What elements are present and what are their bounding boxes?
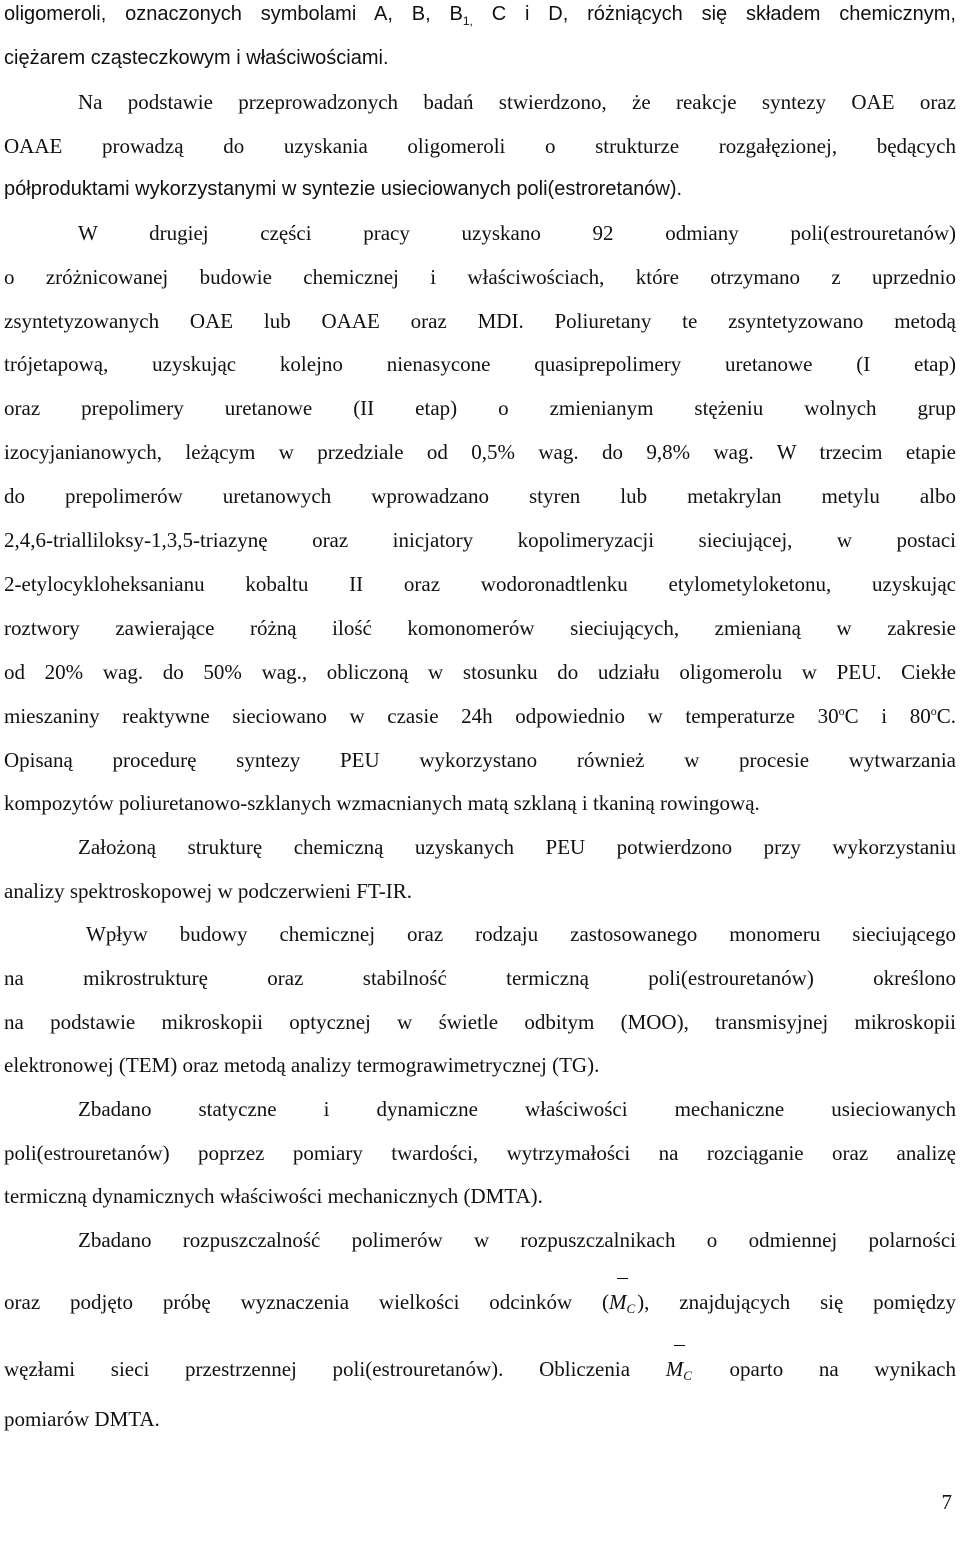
text-line: W drugiej części pracy uzyskano 92 odmiany poli(estrouretanów) [78, 221, 956, 245]
mc-symbol: $M_C$ [666, 1357, 694, 1381]
text-line: do prepolimerów uretanowych wprowadzano styren lub metakrylan metylu albo [4, 484, 956, 508]
text-line: izocyjanianowych, leżącym w przedziale od 0,5% wag. do 9,8% wag. W trzecim etapie [4, 440, 956, 464]
text-line: zsyntetyzowanych OAE lub OAAE oraz MDI. Poliuretany te zsyntetyzowano metodą [4, 309, 956, 333]
text-line: Zbadano rozpuszczalność polimerów w rozpuszczalnikach o odmiennej polarności [78, 1228, 956, 1252]
text-line: elektronowej (TEM) oraz metodą analizy termograwimetrycznej (TG). [4, 1053, 600, 1077]
text-line: Opisaną procedurę syntezy PEU wykorzystano również w procesie wytwarzania [4, 748, 956, 772]
text-line: węzłami sieci przestrzennej poli(estrouretanów). Obliczenia $M_C$ oparto na wynikach [4, 1347, 956, 1391]
text-line: Wpływ budowy chemicznej oraz rodzaju zastosowanego monomeru sieciującego [86, 922, 956, 946]
text-line: 2,4,6-trialliloksy-1,3,5-triazynę oraz inicjatory kopolimeryzacji sieciującej, w postaci [4, 528, 956, 552]
text-line: roztwory zawierające różną ilość komonomerów sieciujących, zmienianą w zakresie [4, 616, 956, 640]
text-line: analizy spektroskopowej w podczerwieni FT-IR. [4, 879, 413, 903]
text-line: poli(estrouretanów) poprzez pomiary twardości, wytrzymałości na rozciąganie oraz analizę [4, 1141, 956, 1165]
text-line: oligomeroli, oznaczonych symbolami A, B, $B_{1,}$ C i D, różniących się składem chemicznym, [4, 3, 956, 28]
text-line: oraz prepolimery uretanowe (II etap) o zmienianym stężeniu wolnych grup [4, 396, 956, 420]
text-line: Założoną strukturę chemiczną uzyskanych PEU potwierdzono przy wykorzystaniu [78, 835, 956, 859]
text-line: Zbadano statyczne i dynamiczne właściwości mechaniczne usieciowanych [78, 1097, 956, 1121]
text-line: ciężarem cząsteczkowym i właściwościami. [4, 47, 389, 69]
text-line: pomiarów DMTA. [4, 1407, 160, 1431]
text-line: półproduktami wykorzystanymi w syntezie usieciowanych poli(estroretanów). [4, 178, 683, 200]
text-line: termiczną dynamicznych właściwości mechanicznych (DMTA). [4, 1184, 543, 1208]
text-line: na mikrostrukturę oraz stabilność termiczną poli(estrouretanów) określono [4, 966, 956, 990]
text-line: mieszaniny reaktywne sieciowano w czasie 24h odpowiednio w temperaturze 30$^o$C i 80$^o$C. [4, 704, 956, 728]
text-line: o zróżnicowanej budowie chemicznej i właściwościach, które otrzymano z uprzednio [4, 265, 956, 289]
mc-symbol: $M_C$ [609, 1290, 637, 1314]
text-line: kompozytów poliuretanowo-szklanych wzmacnianych matą szklaną i tkaniną rowingową. [4, 791, 760, 815]
text-line: Na podstawie przeprowadzonych badań stwierdzono, że reakcje syntezy OAE oraz [78, 90, 956, 114]
text-line: od 20% wag. do 50% wag., obliczoną w stosunku do udziału oligomerolu w PEU. Ciekłe [4, 660, 956, 684]
text-line: trójetapową, uzyskując kolejno nienasycone quasiprepolimery uretanowe (I etap) [4, 352, 956, 376]
text-line: oraz podjęto próbę wyznaczenia wielkości odcinków ( $M_C$), znajdujących się pomiędzy [4, 1280, 956, 1324]
text-line: 2-etylocykloheksanianu kobaltu II oraz wodoronadtlenku etylometyloketonu, uzyskując [4, 572, 956, 596]
page-number: 7 [941, 1490, 952, 1514]
text-line: na podstawie mikroskopii optycznej w świetle odbitym (MOO), transmisyjnej mikroskopii [4, 1010, 956, 1034]
text-line: OAAE prowadzą do uzyskania oligomeroli o strukturze rozgałęzionej, będących [4, 134, 956, 158]
